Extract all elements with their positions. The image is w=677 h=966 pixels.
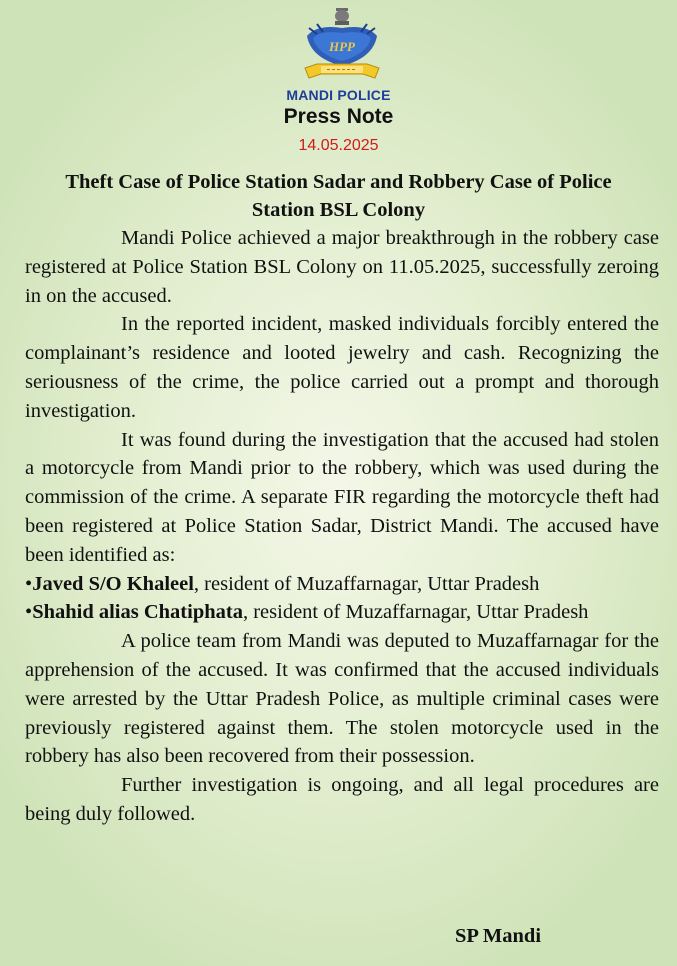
- paragraph: Further investigation is ongoing, and all legal procedures are being duly followed.: [25, 774, 659, 825]
- emblem-lettering: HPP: [329, 39, 355, 54]
- accused-detail: , resident of Muzaffarnagar, Uttar Pradesh: [242, 601, 589, 624]
- paragraph: It was found during the investigation that the accused had stolen a motorcycle from Mandi prior to the robbery, which was used during the commission of the crime. A separate FIR regarding the motorcycle theft had been registered at Police Station Sadar, District Mandi. The accused have been identified as:: [25, 428, 659, 566]
- bullet-marker: •: [25, 601, 33, 624]
- signature: SP Mandi: [455, 925, 542, 947]
- paragraph: A police team from Mandi was deputed to Muzaffarnagar for the apprehension of the accused. It was confirmed that the accused individuals were arrested by the Uttar Pradesh Police, as multiple criminal cases were previously registered against them. The stolen motorcycle used in the robbery has also been recovered from their possession.: [25, 630, 659, 768]
- accused-name: Javed S/O Khaleel: [32, 572, 194, 595]
- page-title: Press Note: [283, 105, 394, 128]
- organization-name: MANDI POLICE: [286, 87, 391, 103]
- accused-name: Shahid alias Chatiphata: [32, 601, 243, 624]
- press-date: 14.05.2025: [298, 137, 379, 154]
- accused-list-item: [25, 598, 659, 627]
- headline: Theft Case of Police Station Sadar and Robbery Case of Police Station BSL Colony: [65, 171, 612, 221]
- press-body: [25, 224, 659, 829]
- paragraph: Mandi Police achieved a major breakthrough in the robbery case registered at Police Station BSL Colony on 11.05.2025, successfully zeroing in on the accused.: [25, 227, 659, 307]
- mandi-police-emblem-icon: [297, 6, 387, 86]
- accused-detail: , resident of Muzaffarnagar, Uttar Pradesh: [193, 572, 540, 595]
- bullet-marker: •: [25, 572, 33, 595]
- accused-list-item: [25, 570, 659, 599]
- paragraph: In the reported incident, masked individuals forcibly entered the complainant’s residence and looted jewelry and cash. Recognizing the seriousness of the crime, the police carried out a prompt and thorough investigation.: [25, 313, 659, 422]
- national-emblem-icon: [335, 8, 349, 25]
